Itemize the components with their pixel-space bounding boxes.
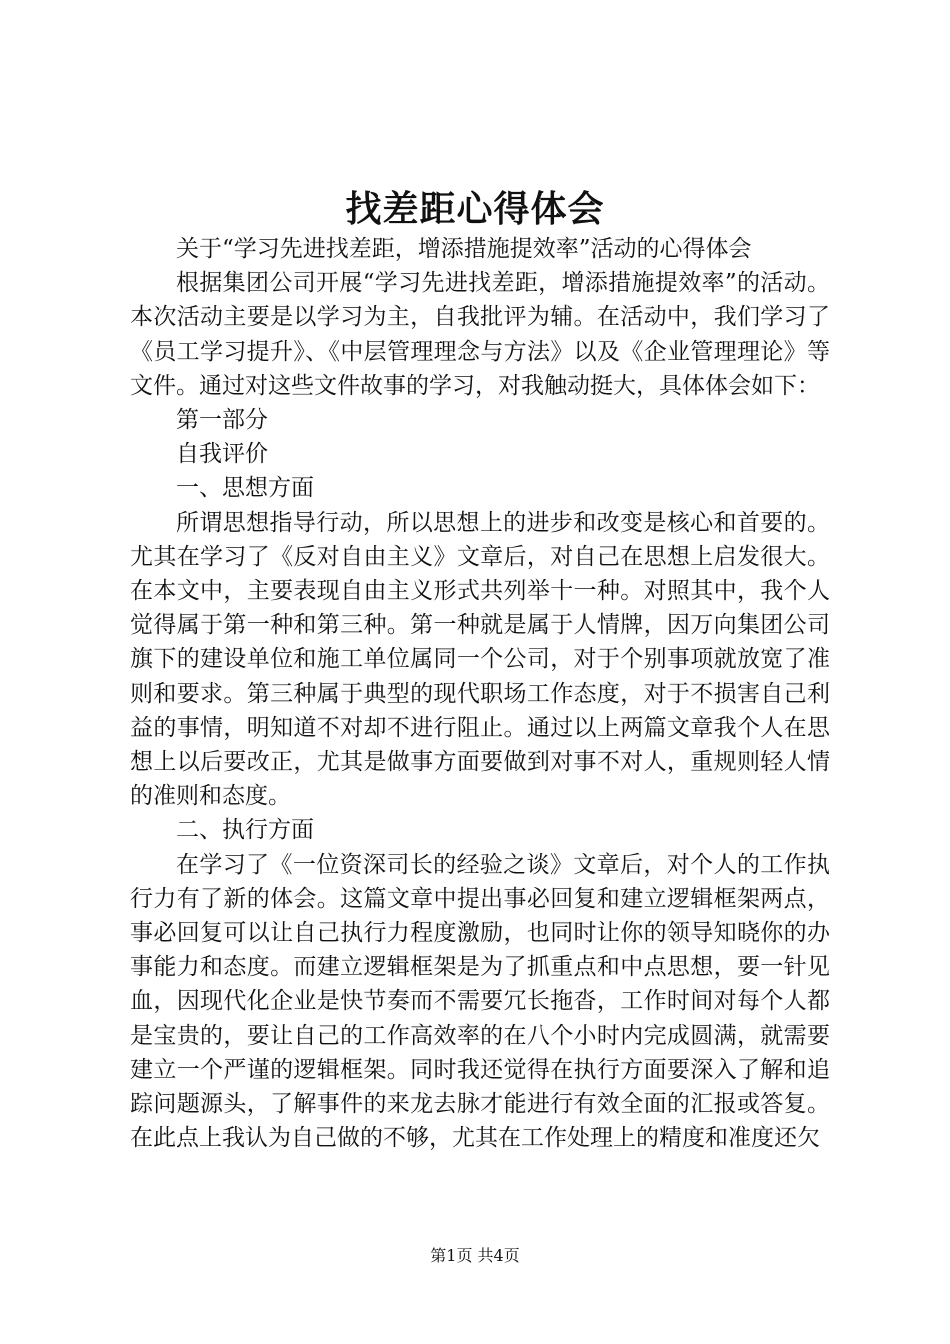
- section-heading-thinking: 一、思想方面: [176, 475, 314, 502]
- paragraph-execution: 在学习了《一位资深司长的经验之谈》文章后，对个人的工作执行力有了新的体会。这篇文章中提出事必回复和建立逻辑框架两点，事必回复可以让自己执行力程度激励，也同时让你的领导知晓你的办事能力和态度。而建立逻辑框架是为了抓重点和中点思想，要一针见血，因现代化企业是快节奏而不需要冗长拖沓，工作时间对每个人都是宝贵的，要让自己的工作高效率的在八个小时内完成圆满，就需要建立一个严谨的逻辑框架。同时我还觉得在执行方面要深入了解和追踪问题源头，了解事件的来龙去脉才能进行有效全面的汇报或答复。在此点上我认为自己做的不够，尤其在工作处理上的精度和准度还欠: [130, 851, 830, 1152]
- section-heading-self-evaluation: 自我评价: [176, 441, 268, 468]
- paragraph-subtitle: 关于“学习先进找差距，增添措施提效率”活动的心得体会: [176, 236, 752, 262]
- section-heading-part-one: 第一部分: [176, 407, 268, 434]
- paragraph-intro: 根据集团公司开展“学习先进找差距，增添措施提效率”的活动。本次活动主要是以学习为主，自我批评为辅。在活动中，我们学习了《员工学习提升》、《中层管理理念与方法》以及《企业管理理论》等文件。通过对这些文件故事的学习，对我触动挺大，具体体会如下：: [130, 270, 830, 399]
- document-body: [130, 232, 830, 1155]
- paragraph-thinking: 所谓思想指导行动，所以思想上的进步和改变是核心和首要的。尤其在学习了《反对自由主义》文章后，对自己在思想上启发很大。在本文中，主要表现自由主义形式共列举十一种。对照其中，我个人觉得属于第一种和第三种。第一种就是属于人情牌，因万向集团公司旗下的建设单位和施工单位属同一个公司，对于个别事项就放宽了准则和要求。第三种属于典型的现代职场工作态度，对于不损害自己利益的事情，明知道不对却不进行阻止。通过以上两篇文章我个人在思想上以后要改正，尤其是做事方面要做到对事不对人，重规则轻人情的准则和态度。: [130, 509, 830, 810]
- page-number-footer: 第1页 共4页: [430, 1246, 520, 1265]
- section-heading-execution: 二、执行方面: [176, 817, 314, 844]
- document-title: 找差距心得体会: [345, 188, 605, 230]
